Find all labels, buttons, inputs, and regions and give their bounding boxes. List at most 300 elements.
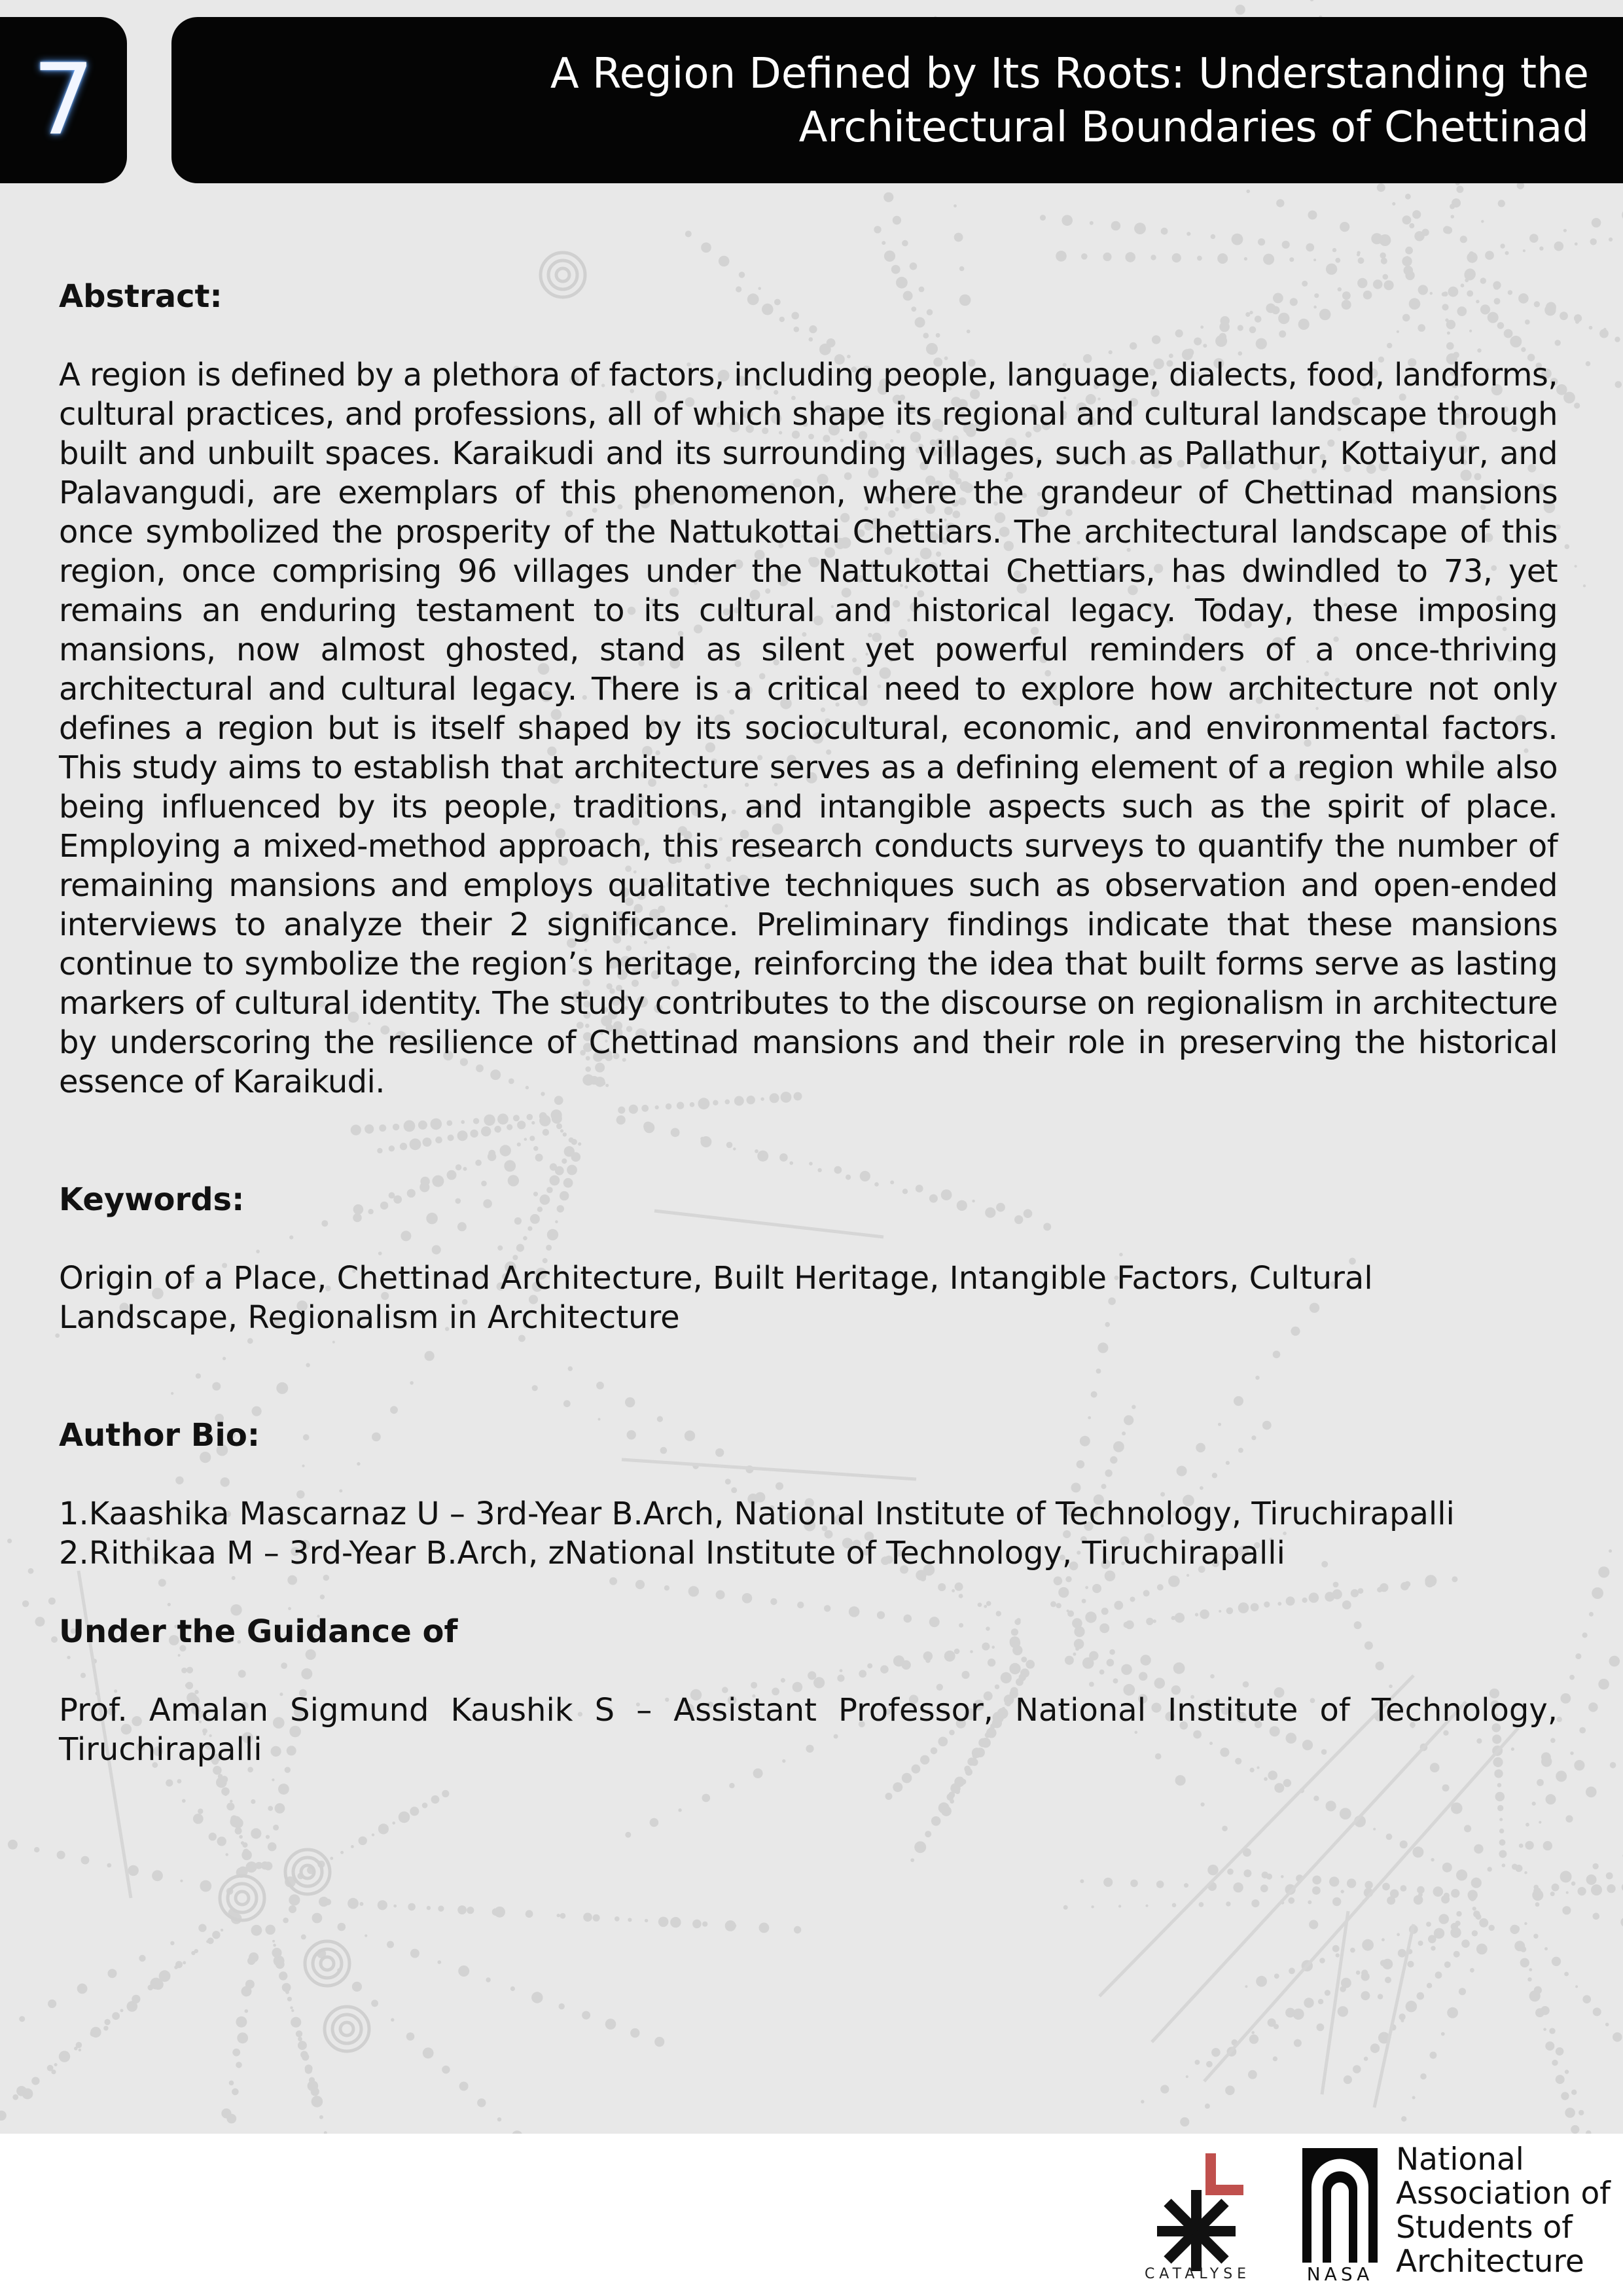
bg-dot	[846, 1175, 851, 1180]
bg-dot	[500, 1145, 511, 1156]
nasa-name-line: National	[1396, 2142, 1524, 2178]
bg-dot	[1497, 1783, 1502, 1787]
bg-dot	[1488, 1867, 1492, 1871]
bg-dot	[463, 1167, 467, 1171]
bg-dot	[1090, 221, 1094, 225]
page-title	[550, 47, 1589, 154]
bg-dot	[884, 251, 895, 262]
bg-dot	[671, 1128, 680, 1137]
bg-dot	[1431, 1858, 1434, 1861]
bg-dot	[486, 1977, 490, 1982]
bg-dot	[1161, 228, 1168, 235]
bg-dot	[650, 1818, 659, 1827]
bg-dot	[51, 1636, 58, 1643]
bg-dot	[986, 1601, 991, 1606]
bg-dot	[1309, 1592, 1319, 1603]
bg-dot	[1575, 565, 1577, 567]
bg-dot	[312, 1913, 323, 1924]
bg-dot	[1565, 2070, 1569, 2073]
bg-dot	[1234, 1396, 1243, 1406]
bg-dot	[1556, 1770, 1567, 1782]
bg-dot	[473, 1118, 479, 1124]
bg-dot	[242, 1842, 247, 1848]
bg-dot	[716, 1590, 725, 1600]
bg-dot	[1546, 1794, 1556, 1804]
catalyse-logo-icon	[1139, 2149, 1253, 2274]
bg-dot	[1474, 1844, 1483, 1854]
bg-dot	[1560, 1871, 1572, 1882]
bg-dot	[470, 1130, 478, 1138]
bg-dot	[1425, 1578, 1435, 1587]
bg-dot	[952, 1589, 955, 1592]
keywords-heading: Keywords:	[59, 1181, 245, 1218]
bg-dot	[1485, 251, 1494, 260]
bg-dot	[290, 2006, 293, 2009]
bg-dot	[352, 1982, 362, 1992]
bg-dot	[1400, 1840, 1408, 1848]
bg-dot	[325, 1899, 331, 1905]
bg-dot	[529, 1136, 535, 1141]
bg-dot	[427, 1906, 431, 1910]
bg-dot	[1103, 1878, 1113, 1887]
bg-dot	[393, 1905, 397, 1908]
bg-dot	[883, 192, 893, 202]
bg-dot	[824, 1605, 830, 1611]
bg-dot	[1184, 1883, 1188, 1888]
bg-dot	[458, 1965, 469, 1977]
bg-dot	[559, 2003, 565, 2009]
bg-dot	[330, 1857, 333, 1860]
bg-dot	[391, 2018, 394, 2021]
bg-dot	[19, 2016, 25, 2022]
bg-dot	[641, 1105, 649, 1112]
bg-dot	[527, 1114, 533, 1121]
bg-dot	[1579, 1727, 1586, 1734]
bg-dot	[1523, 249, 1525, 252]
bg-dot	[1329, 1876, 1339, 1886]
bg-dot	[1442, 1863, 1452, 1873]
title-banner	[171, 17, 1623, 183]
bg-dot	[236, 2017, 247, 2028]
bg-dot	[1609, 1656, 1620, 1667]
bg-dot	[1306, 243, 1314, 252]
bg-dot	[435, 1136, 442, 1143]
bg-dot	[1381, 258, 1387, 264]
bg-dot	[1172, 1903, 1177, 1908]
guidance-heading: Under the Guidance of	[59, 1613, 458, 1650]
bg-dot	[891, 265, 901, 274]
bg-dot	[1418, 1941, 1423, 1946]
bg-dot	[531, 1121, 535, 1124]
bg-dot	[1244, 257, 1247, 260]
bg-dot	[1589, 1612, 1594, 1617]
bg-dot	[1472, 1907, 1476, 1910]
bg-dot	[399, 1812, 410, 1823]
bg-dot	[1476, 1914, 1482, 1920]
bg-dot	[1378, 1994, 1383, 1999]
bg-dot	[931, 1816, 941, 1826]
bg-dot	[1130, 1880, 1138, 1888]
bg-dot	[1268, 2018, 1276, 2027]
bg-dot	[1412, 210, 1421, 219]
bg-dot	[1515, 1865, 1522, 1872]
bg-dot	[759, 1923, 770, 1933]
bg-dot	[1406, 270, 1412, 276]
bg-dot	[306, 1363, 310, 1367]
bg-dot	[1058, 1587, 1069, 1598]
bg-dot	[51, 2070, 56, 2074]
bg-dot	[1431, 1946, 1435, 1950]
bg-dot	[390, 1406, 398, 1414]
bg-dot	[1461, 1939, 1470, 1948]
bg-dot	[1472, 1930, 1478, 1936]
bg-dot	[275, 1803, 285, 1814]
bg-dot	[1575, 1653, 1581, 1659]
bg-dot	[497, 2117, 501, 2121]
bg-dot	[1574, 1760, 1584, 1770]
bg-dot	[593, 1914, 600, 1922]
bg-dot	[1156, 1880, 1164, 1888]
bg-dot	[1080, 1879, 1084, 1883]
bg-dot	[1233, 1882, 1243, 1892]
bg-dot	[1450, 1928, 1461, 1938]
bg-dot	[524, 1138, 527, 1141]
bg-dot	[1225, 2086, 1235, 2096]
bg-dot	[1442, 1784, 1450, 1791]
bg-dot	[410, 1138, 421, 1150]
bg-dot	[1382, 1938, 1385, 1941]
bg-dot	[1412, 1846, 1423, 1857]
bg-dot	[290, 1895, 300, 1905]
bg-dot	[232, 1576, 236, 1580]
bg-dot	[1407, 1961, 1414, 1967]
bg-dot	[978, 1603, 982, 1607]
bg-dot	[379, 1124, 386, 1132]
bg-dot	[1593, 1913, 1600, 1920]
bg-dot	[1340, 222, 1349, 232]
bg-dot	[742, 1593, 753, 1604]
bg-dot	[12, 2094, 18, 2100]
bg-dot	[404, 1121, 416, 1132]
bg-dot	[22, 2089, 33, 2100]
bg-dot	[563, 1132, 567, 1136]
bg-dot	[1325, 1592, 1334, 1602]
bg-dot	[1377, 183, 1385, 192]
bg-dot	[1361, 1991, 1370, 2000]
bg-dot	[733, 1147, 736, 1150]
bg-dot	[692, 1920, 702, 1929]
bg-dot	[1549, 2028, 1555, 2034]
bg-dot	[392, 1821, 395, 1825]
bg-dot	[1598, 1566, 1609, 1577]
bg-dot	[1268, 1770, 1277, 1780]
bg-dot	[563, 1400, 571, 1407]
bg-dot	[226, 1803, 234, 1810]
bg-dot	[28, 1568, 34, 1574]
bg-dot	[955, 1583, 963, 1591]
bg-dot	[618, 1107, 625, 1114]
bg-dot	[1130, 1597, 1135, 1602]
bg-dot	[578, 1142, 581, 1145]
catalyse-logo-burst	[1157, 2190, 1236, 2271]
bg-dot	[1256, 1976, 1267, 1987]
bg-dot	[1471, 1878, 1482, 1888]
bg-dot	[209, 1833, 217, 1840]
bg-dot	[221, 1929, 223, 1931]
bg-dot	[1289, 257, 1294, 262]
bg-dot	[108, 1969, 117, 1978]
bg-dot	[556, 1123, 562, 1129]
bg-dot	[276, 1960, 285, 1969]
bg-dot	[372, 1833, 374, 1836]
bg-dot	[425, 1351, 435, 1361]
bg-dot	[1401, 2116, 1406, 2121]
bg-dot	[1251, 2031, 1255, 2034]
bg-dot	[1401, 2019, 1404, 2022]
bg-dot	[1464, 1825, 1471, 1832]
bg-dot	[230, 1800, 232, 1803]
bg-dot	[1211, 2048, 1221, 2057]
bg-dot	[1085, 1586, 1088, 1589]
bg-dot	[400, 1143, 407, 1150]
bg-dot	[1406, 2001, 1418, 2013]
nasa-full-name	[1396, 2143, 1611, 2279]
bg-dot	[1172, 253, 1181, 262]
bg-dot	[107, 1863, 111, 1868]
bg-dot	[1226, 1901, 1230, 1906]
bg-dot	[1444, 1962, 1451, 1968]
bg-dot	[279, 1971, 287, 1980]
bg-dot	[941, 1806, 952, 1816]
bg-dot	[288, 1607, 291, 1610]
bg-dot	[1313, 1796, 1319, 1801]
author-item: 1.Kaashika Mascarnaz U – 3rd-Year B.Arch, National Institute of Technology, Tiruchirapalli	[59, 1496, 1455, 1532]
bg-dot	[1435, 1971, 1442, 1979]
bg-dot	[567, 1165, 577, 1175]
bg-dot	[1529, 1968, 1532, 1971]
bg-dot	[1313, 259, 1316, 261]
bg-dot	[605, 2018, 616, 2030]
bg-dot	[442, 2066, 450, 2073]
bg-dot	[1385, 1977, 1391, 1983]
bg-dot	[132, 1996, 139, 2003]
bg-dot	[1591, 1884, 1602, 1895]
bg-dot	[1258, 238, 1265, 245]
bg-dot	[1357, 251, 1360, 255]
bg-dot	[1574, 403, 1580, 408]
bg-dot	[57, 1851, 65, 1859]
bg-dot	[1561, 2092, 1569, 2100]
bg-dot	[1524, 1922, 1527, 1925]
bg-dot	[1222, 1825, 1228, 1831]
bg-dot	[571, 1139, 577, 1145]
bg-dot	[393, 1124, 399, 1130]
bg-dot	[531, 1992, 543, 2003]
bg-dot	[278, 1784, 289, 1795]
bg-dot	[1326, 1801, 1336, 1811]
bg-dot	[1571, 2125, 1579, 2134]
bg-dot	[914, 1841, 926, 1853]
bg-dot	[287, 1997, 292, 2001]
bg-dot	[446, 1121, 452, 1126]
nasa-name-line: Architecture	[1396, 2244, 1584, 2280]
bg-dot	[1469, 251, 1474, 257]
bg-dot	[236, 2062, 242, 2068]
bg-dot	[526, 1910, 533, 1918]
bg-dot	[1081, 253, 1088, 260]
bg-ring	[228, 1884, 257, 1912]
bg-dot	[1460, 236, 1467, 243]
bg-dot	[245, 2009, 249, 2013]
bg-dot	[103, 2026, 108, 2030]
bg-dot	[1613, 2032, 1622, 2042]
bg-dot	[338, 1923, 346, 1931]
bg-dot	[1245, 1985, 1247, 1988]
bg-dot	[779, 1153, 788, 1162]
bg-dot	[1065, 1576, 1071, 1582]
bg-dot	[809, 1162, 813, 1166]
bg-dot	[283, 1918, 289, 1924]
bg-dot	[666, 1103, 671, 1109]
bg-dot	[1082, 1599, 1086, 1604]
bg-dot	[1606, 1873, 1613, 1880]
bg-dot	[1274, 1783, 1284, 1793]
bg-dot	[1111, 221, 1121, 231]
bg-dot	[152, 1870, 163, 1881]
catalyse-logo-accent	[1211, 2153, 1243, 2190]
bg-dot	[1592, 218, 1601, 228]
bg-dot	[1304, 1998, 1313, 2007]
bg-dot	[410, 1806, 419, 1816]
bg-dot	[1414, 1895, 1423, 1905]
bg-dot	[1609, 238, 1613, 242]
bg-dot	[1103, 253, 1111, 261]
bg-dot	[1502, 1863, 1506, 1867]
bg-dot	[1302, 1598, 1308, 1603]
bg-dot	[264, 1861, 272, 1870]
bg-dot	[702, 1794, 711, 1803]
bg-dot	[112, 2012, 120, 2020]
guidance-text: Prof. Amalan Sigmund Kaushik S – Assistant Professor, National Institute of Technology, Tiruchirapalli	[59, 1692, 1558, 1768]
bg-dot	[533, 1146, 538, 1151]
bg-dot	[475, 1160, 482, 1166]
bg-dot	[305, 2064, 313, 2072]
bg-dot	[31, 2077, 39, 2085]
bg-dot	[1552, 1884, 1560, 1892]
bg-dot	[1232, 234, 1243, 245]
bg-dot	[8, 1840, 18, 1850]
bg-dot	[1398, 1949, 1406, 1958]
bg-dot	[252, 1407, 262, 1416]
bg-dot	[596, 1382, 604, 1390]
bg-dot	[1498, 200, 1505, 207]
bg-dot	[1588, 1702, 1598, 1712]
bg-dot	[378, 1823, 389, 1834]
bg-dot	[1563, 392, 1575, 404]
bg-dot	[1417, 1992, 1425, 2000]
bg-dot	[22, 1600, 29, 1607]
bg-dot	[448, 1134, 454, 1141]
bg-dot	[488, 1153, 496, 1161]
bg-dot	[1499, 1850, 1507, 1858]
bg-dot	[1335, 258, 1340, 263]
bg-dot	[568, 1367, 573, 1371]
bg-dot	[1586, 1787, 1597, 1798]
bg-dot	[517, 1121, 526, 1129]
bg-dot	[557, 1914, 560, 1917]
bg-dot	[166, 1780, 173, 1787]
bg-dot	[1452, 1576, 1457, 1582]
bg-dot	[1056, 251, 1067, 262]
bg-dot	[1207, 1865, 1218, 1875]
bg-dot	[1427, 1983, 1432, 1988]
bg-dot	[410, 1381, 414, 1385]
bg-dot	[1441, 1895, 1450, 1903]
bg-dot	[960, 1779, 966, 1785]
bg-dot	[365, 1934, 367, 1937]
bg-dot	[1288, 1897, 1294, 1904]
bg-dot	[615, 1916, 620, 1922]
bg-dot	[79, 2049, 81, 2051]
bg-dot	[1451, 1889, 1459, 1897]
bg-dot	[1286, 1596, 1295, 1605]
bg-dot	[247, 1338, 253, 1344]
bg-dot	[455, 1164, 461, 1170]
bg-dot	[387, 1941, 394, 1948]
bg-dot	[1333, 1582, 1339, 1588]
bg-dot	[1063, 1905, 1068, 1910]
bg-dot	[272, 1948, 281, 1958]
bg-dot	[1356, 1971, 1361, 1975]
bg-dot	[625, 1832, 631, 1838]
bg-dot	[1402, 215, 1412, 224]
bg-dot	[497, 1113, 508, 1124]
title-line-1: A Region Defined by Its Roots: Understanding the	[550, 50, 1589, 98]
bg-dot	[1371, 233, 1382, 244]
bg-dot	[437, 1960, 441, 1964]
abstract-text: A region is defined by a plethora of factors, including people, language, dialects, food, landforms, cultural practices, and professions, all of which shape its regional and cultural landscape through built and unbuilt spaces. Karaikudi and its surrounding villages, such as Pallathur, Kottaiyur, and Palavangudi, are exemplars of this phenomenon, where the grandeur of Chettinad mansions once symbolized the prosperity of the Nattukottai Chettiars. The architectural landscape of this region, once comprising 96 villages under the Nattukottai Chettiars, has dwindled to 73, yet remains an enduring testament to its cultural and historical legacy. Today, these imposing mansions, now almost ghosted, stand as silent yet powerful reminders of a once-thriving architectural and cultural legacy. There is a critical need to explore how architecture not only defines a region but is itself shaped by its sociocultural, economic, and environmental factors. This study aims to establish that architecture serves as a defining element of a region while also being influenced by its people, traditions, and intangible aspects such as the spirit of place. Employing a mixed-method approach, this research conducts surveys to quantify the number of remaining mansions and employs qualitative techniques such as observation and open-ended interviews to analyze their 2 significance. Preliminary findings indicate that these mansions continue to symbolize the region’s heritage, reinforcing the idea that built forms serve as lasting markers of cultural identity. The study contributes to the discourse on regionalism in architecture by underscoring the resilience of Chettinad mansions and their role in preserving the historical essence of Karaikudi.	[59, 357, 1558, 1100]
bg-dot	[1565, 1815, 1573, 1822]
bg-dot	[177, 1779, 182, 1784]
bg-dot	[1603, 328, 1606, 331]
bg-dot	[959, 266, 965, 272]
bg-dot	[1544, 1947, 1548, 1950]
bg-dot	[200, 1880, 211, 1892]
bg-dot	[1524, 1871, 1527, 1874]
bg-dot	[757, 1151, 768, 1162]
bg-dot	[1344, 2075, 1352, 2084]
bg-dot	[1246, 190, 1250, 194]
bg-dot	[1561, 1693, 1571, 1704]
bg-dot	[378, 1900, 387, 1910]
bg-dot	[950, 1799, 954, 1804]
bg-dot	[1578, 2110, 1584, 2115]
bg-dot	[1450, 204, 1455, 209]
bg-dot	[340, 1851, 344, 1854]
bg-dot	[1091, 1391, 1097, 1398]
bg-dot	[1364, 1881, 1372, 1889]
bg-dot	[90, 2027, 101, 2037]
bg-dot	[1340, 1808, 1351, 1820]
bg-dot	[1426, 1922, 1431, 1927]
bg-dot	[1386, 1833, 1393, 1840]
bg-dot	[1248, 2070, 1257, 2079]
bg-dot	[1499, 1818, 1503, 1821]
bg-dot	[1499, 1839, 1506, 1846]
bg-dot	[1160, 2085, 1169, 2093]
bg-dot	[1380, 253, 1386, 259]
bg-dot	[1571, 1882, 1576, 1886]
